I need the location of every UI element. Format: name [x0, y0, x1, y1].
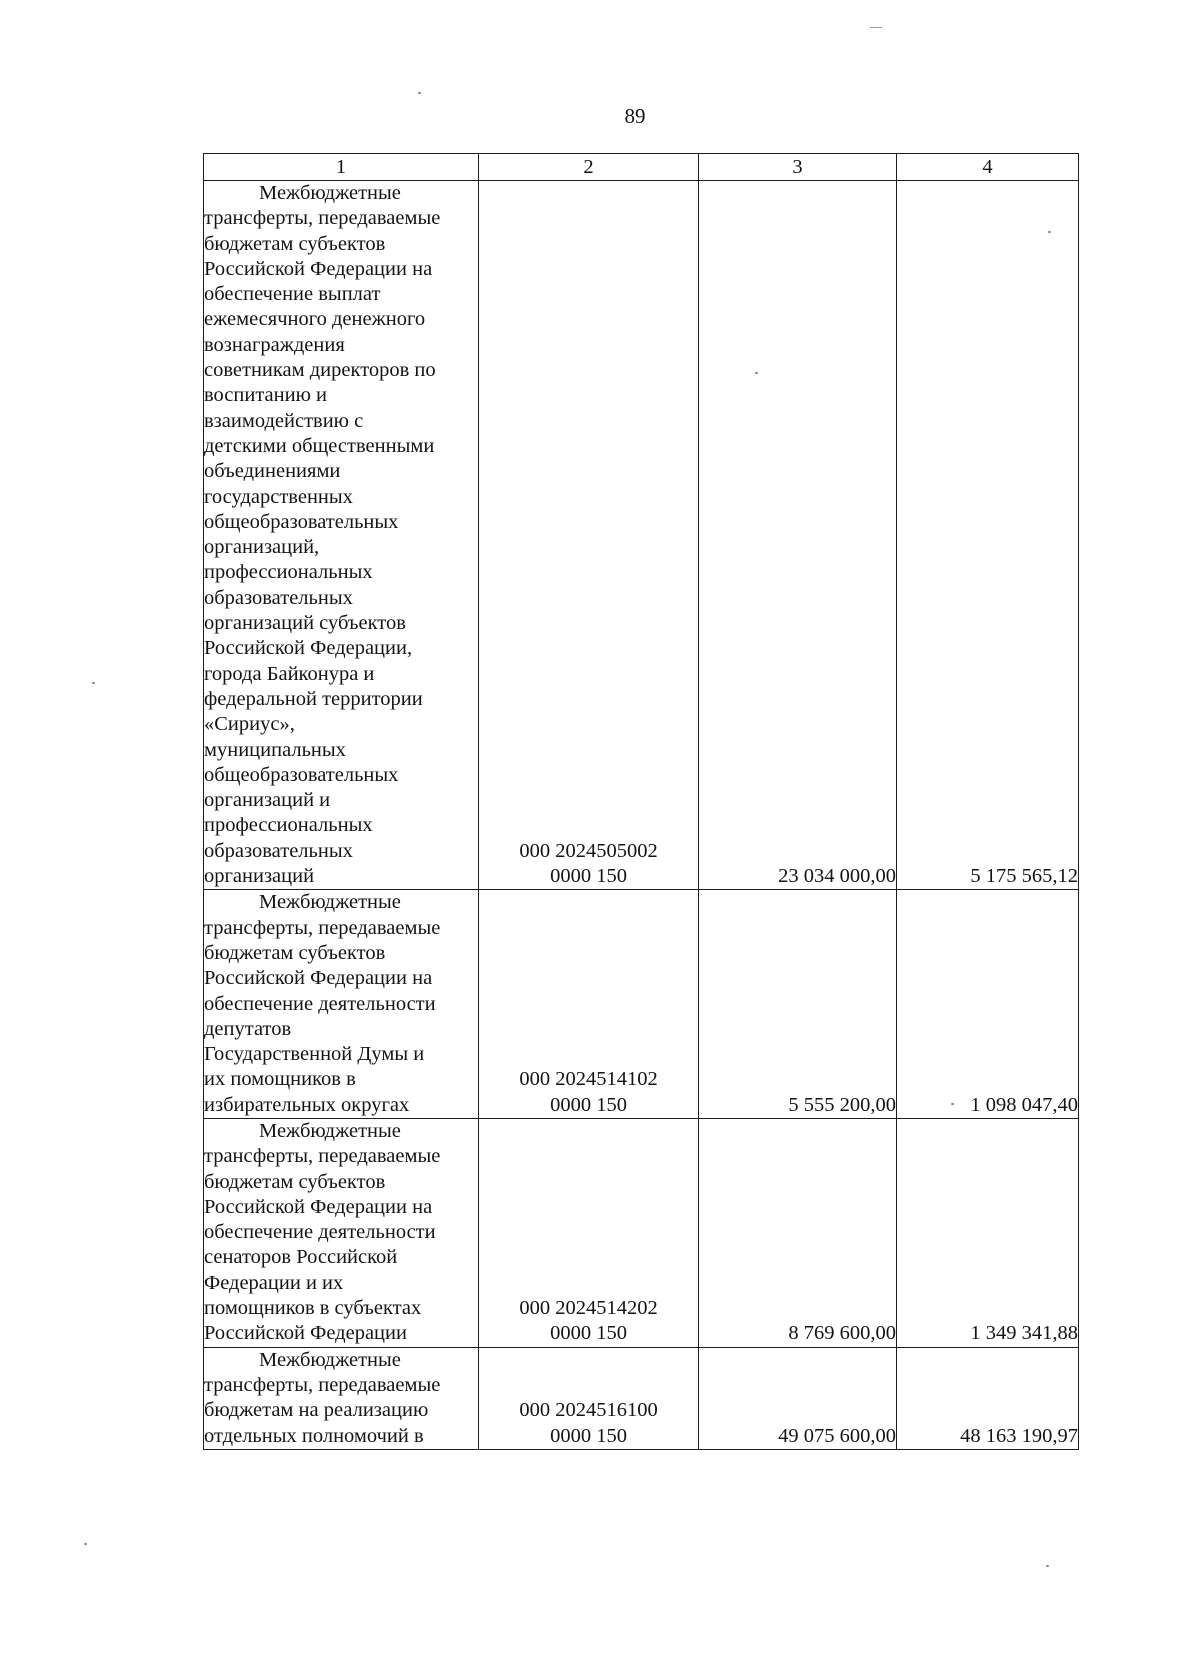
budget-code-line: 000 2024516100 [519, 1399, 658, 1422]
description-line: трансферты, передаваемые [204, 916, 441, 939]
description-line: профессиональных [204, 561, 373, 584]
description-line: трансферты, передаваемые [204, 207, 441, 230]
description-line: организаций [204, 865, 315, 888]
description-line: бюджетам на реализацию [204, 1399, 429, 1422]
row-fact-value: 1 098 047,40 [897, 890, 1079, 1119]
budget-code-line: 000 2024505002 [519, 839, 658, 862]
description-line: федеральной территории [204, 687, 423, 710]
scan-mark [92, 682, 95, 684]
budget-code-line: 000 2024514102 [519, 1068, 658, 1091]
row-description [204, 1347, 479, 1449]
description-line: депутатов [204, 1017, 292, 1040]
description-line: бюджетам субъектов [204, 1170, 386, 1193]
description-line: обеспечение деятельности [204, 1221, 436, 1244]
column-header-3: 3 [699, 154, 897, 181]
scan-mark [1048, 231, 1051, 233]
description-line: Российской Федерации [204, 1322, 407, 1345]
description-line: города Байконура и [204, 662, 375, 685]
description-line: отдельных полномочий в [204, 1424, 424, 1447]
row-description [204, 1118, 479, 1347]
description-line: Российской Федерации на [204, 257, 433, 280]
budget-code-line: 0000 150 [550, 865, 627, 888]
budget-code-line: 0000 150 [550, 1093, 627, 1116]
description-line: общеобразовательных [204, 510, 399, 533]
budget-code-line: 0000 150 [550, 1322, 627, 1345]
description-line: ежемесячного денежного [204, 308, 426, 331]
budget-code-line: 0000 150 [550, 1424, 627, 1447]
description-line: организаций субъектов [204, 612, 406, 635]
row-plan-value: 5 555 200,00 [699, 890, 897, 1119]
description-line: образовательных [204, 839, 353, 862]
description-line: организаций, [204, 536, 320, 559]
description-line: взаимодействию с [204, 409, 364, 432]
scan-mark [84, 1543, 87, 1545]
description-line: Межбюджетные [259, 891, 401, 914]
row-code [479, 181, 699, 890]
description-line: бюджетам субъектов [204, 941, 386, 964]
row-code [479, 890, 699, 1119]
row-fact-value: 5 175 565,12 [897, 181, 1079, 890]
description-line: их помощников в [204, 1068, 356, 1091]
description-line: Российской Федерации, [204, 637, 413, 660]
description-line: общеобразовательных [204, 763, 399, 786]
description-line: трансферты, передаваемые [204, 1373, 441, 1396]
budget-code-line: 000 2024514202 [519, 1297, 658, 1320]
row-fact-value: 1 349 341,88 [897, 1118, 1079, 1347]
description-line: Межбюджетные [259, 1348, 401, 1371]
table-header [204, 154, 1079, 181]
description-line: советникам директоров по [204, 359, 436, 382]
header-row [204, 154, 1079, 181]
scan-mark [418, 92, 421, 94]
row-code [479, 1118, 699, 1347]
description-line: организаций и [204, 789, 331, 812]
description-line: государственных [204, 485, 353, 508]
description-line: муниципальных [204, 738, 346, 761]
description-line: Межбюджетные [259, 182, 401, 204]
scan-mark [755, 372, 758, 374]
table-row [204, 181, 1079, 890]
description-line: Федерации и их [204, 1271, 344, 1294]
table-row [204, 1118, 1079, 1347]
description-line: Государственной Думы и [204, 1043, 425, 1066]
row-plan-value: 23 034 000,00 [699, 181, 897, 890]
description-line: образовательных [204, 586, 353, 609]
table-row [204, 890, 1079, 1119]
row-description [204, 890, 479, 1119]
description-line: Межбюджетные [259, 1119, 401, 1142]
description-line: профессиональных [204, 814, 373, 837]
description-line: обеспечение выплат [204, 283, 381, 306]
description-line: объединениями [204, 460, 341, 483]
scan-mark [951, 1103, 954, 1105]
description-line: воспитанию и [204, 384, 327, 407]
row-plan-value: 8 769 600,00 [699, 1118, 897, 1347]
row-fact-value: 48 163 190,97 [897, 1347, 1079, 1449]
description-line: избирательных округах [204, 1093, 410, 1116]
budget-table [203, 153, 1079, 1450]
scan-mark [870, 27, 882, 28]
description-line: бюджетам субъектов [204, 232, 386, 255]
scan-mark [1046, 1565, 1049, 1567]
row-description [204, 181, 479, 890]
description-line: трансферты, передаваемые [204, 1145, 441, 1168]
description-line: Российской Федерации на [204, 1195, 433, 1218]
budget-table-container [203, 153, 1078, 1450]
row-code [479, 1347, 699, 1449]
column-header-2: 2 [479, 154, 699, 181]
row-plan-value: 49 075 600,00 [699, 1347, 897, 1449]
page-number: 89 [624, 104, 646, 128]
description-line: детскими общественными [204, 434, 435, 457]
description-line: сенаторов Российской [204, 1246, 398, 1269]
description-line: помощников в субъектах [204, 1297, 422, 1320]
column-header-4: 4 [897, 154, 1079, 181]
table-row [204, 1347, 1079, 1449]
description-line: «Сириус», [204, 713, 295, 736]
table-body [204, 181, 1079, 1450]
description-line: Российской Федерации на [204, 967, 433, 990]
description-line: обеспечение деятельности [204, 992, 436, 1015]
column-header-1: 1 [204, 154, 479, 181]
description-line: вознаграждения [204, 333, 345, 356]
